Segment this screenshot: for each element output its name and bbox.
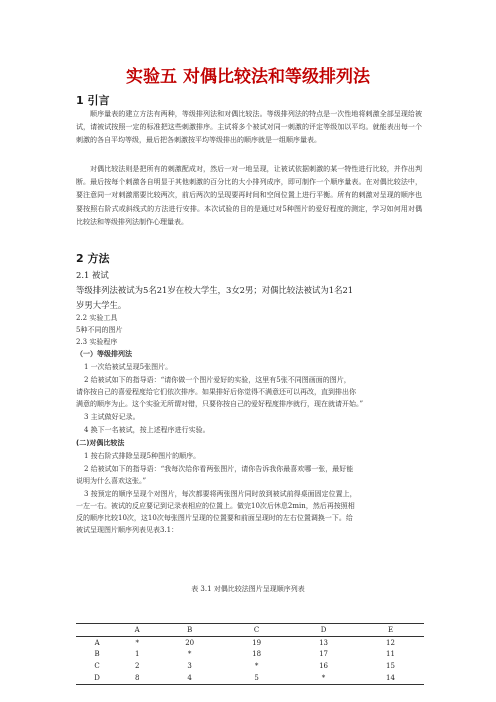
table-cell: 19 bbox=[252, 638, 262, 647]
section-heading-method: 2 方法 bbox=[76, 252, 110, 265]
table-cell: 1 bbox=[134, 650, 140, 659]
subsection-tools-title: 2.2 实验工具 bbox=[76, 314, 118, 322]
table-cell: 2 bbox=[134, 662, 140, 671]
table-header-cell: D bbox=[290, 624, 357, 637]
table-row bbox=[76, 660, 424, 672]
table-cell: 20 bbox=[185, 638, 195, 647]
tools-text: 5种不同的图片 bbox=[76, 326, 123, 334]
paired-step-2-line-2: 说明为什么喜欢这张。” bbox=[76, 477, 147, 485]
ranking-step-4: 4 换下一名被试，按上述程序进行实验。 bbox=[84, 426, 210, 434]
table-header-cell bbox=[76, 624, 118, 637]
table-cell: 8 bbox=[118, 672, 156, 684]
ranking-step-2-line-3: 满意的顺序为止。这个实验无所谓对错，只要你按自己的爱好程度排序就行，现在就请开始。” bbox=[76, 400, 364, 408]
table-header-cell: A bbox=[118, 624, 156, 637]
table-header-cell: C bbox=[223, 624, 290, 637]
table-header-cell: E bbox=[357, 624, 424, 637]
paired-step-3-line-4: 被试呈现图片顺序列表见表3.1： bbox=[76, 526, 179, 534]
paired-step-1: 1 按右阶式排除呈现5种图片的顺序。 bbox=[84, 452, 201, 460]
table-cell: D bbox=[76, 672, 118, 684]
ranking-step-3: 3 主试做好记录。 bbox=[84, 413, 140, 421]
subjects-text-line-2: 岁男大学生。 bbox=[76, 300, 127, 310]
subjects-text-line-1: 等级排列法被试为5名21岁在校大学生，3女2男；对偶比较法被试为1名21 bbox=[76, 285, 354, 295]
table-cell: 17 bbox=[319, 650, 328, 659]
part-ranking-title: （一）等级排列法 bbox=[76, 350, 132, 358]
subsection-subjects-title: 2.1 被试 bbox=[76, 270, 109, 280]
presentation-order-table bbox=[76, 623, 424, 685]
table-row bbox=[76, 649, 424, 661]
table-header-row bbox=[76, 624, 424, 637]
ranking-step-2-line-2: 请你按自己的喜爱程度给它们依次排序。如果排好后你觉得不满意还可以再改，直到排出你 bbox=[76, 388, 356, 396]
table-cell: * bbox=[290, 672, 357, 684]
table-cell: 15 bbox=[386, 662, 395, 671]
table-cell: 3 bbox=[187, 662, 192, 671]
table-cell: 4 bbox=[156, 672, 223, 684]
table-cell: * bbox=[187, 650, 192, 659]
table-cell: 11 bbox=[386, 650, 395, 659]
intro-paragraph-1: 顺序量表的建立方法有两种，等级排列法和对偶比较法。等级排列法的特点是一次性地将刺激全部呈现给被试，请被试按照一定的标准把这些刺激排序。主试将多个被试对同一刺激的评定等级加以平均。就能表出每一个刺激的各自平均等级，最后把各刺激按平均等级排出的顺序就是一组顺序量表。 bbox=[76, 110, 422, 145]
table-cell: 5 bbox=[223, 672, 290, 684]
table-cell: * bbox=[135, 638, 139, 647]
paired-step-3-line-1: 3 按预定的顺序呈现个对图片，每次都要将两张图片同时放到被试前得桌面固定位置上， bbox=[84, 490, 357, 498]
table-cell: * bbox=[254, 662, 259, 671]
paired-step-2-line-1: 2 给被试如下的指导语：“我每次给你看两张图片，请你告诉我你最喜欢哪一张，最好能 bbox=[84, 465, 354, 473]
table-cell: 14 bbox=[357, 672, 424, 684]
table-cell: C bbox=[94, 662, 100, 671]
table-header-cell: B bbox=[156, 624, 223, 637]
table-cell: 18 bbox=[252, 650, 262, 659]
document-title: 实验五 对偶比较法和等级排列法 bbox=[126, 67, 370, 87]
part-paired-title: (二)对偶比较法 bbox=[76, 439, 125, 447]
table-caption: 表 3.1 对偶比较法图片呈现顺序列表 bbox=[191, 585, 305, 593]
table-cell: 13 bbox=[319, 638, 328, 647]
ranking-step-2-line-1: 2 给被试如下的指导语：“请你做一个图片爱好的实验，这里有5张不同图画面的图片， bbox=[84, 376, 351, 384]
intro-paragraph-2: 对偶比较法则是把所有的刺激配成对，然后一对一地呈现，让被试依据刺激的某一特性进行比较，并作出判断。最后按每个刺激各自明显于其他刺激的百分比的大小排列成序，即可制作一个顺序量表。在对偶比较法中，要注意同一对刺激需要比较两次，前后两次的呈现要再时间和空间位置上进行平衡。所有的刺激对呈现的顺序也要按照右阶式或斜线式的方法进行安排。本次试验的目的是通过对5种图片的爱好程度的测定，学习如何用对偶比较法和等级排列法制作心理量表。 bbox=[76, 165, 422, 226]
table-cell: 12 bbox=[386, 638, 395, 647]
table-row bbox=[76, 636, 424, 648]
subsection-procedure-title: 2.3 实验程序 bbox=[76, 338, 118, 346]
table-cell: 16 bbox=[319, 662, 328, 671]
ranking-step-1: 1 一次给被试呈现5张图片。 bbox=[84, 363, 173, 371]
paired-step-3-line-3: 反的顺序比较10次，这10次每张图片呈现的位置要和前面呈现时的左右位置调换一下。给 bbox=[76, 514, 353, 522]
table-cell: A bbox=[94, 638, 100, 647]
table-cell: B bbox=[94, 650, 100, 659]
paired-step-3-line-2: 一左一右。被试的反应要记到记录表相应的位置上。做完10次后休息2min，然后再按照相 bbox=[76, 502, 355, 510]
section-heading-intro: 1 引言 bbox=[76, 94, 110, 107]
table-row bbox=[76, 672, 424, 684]
